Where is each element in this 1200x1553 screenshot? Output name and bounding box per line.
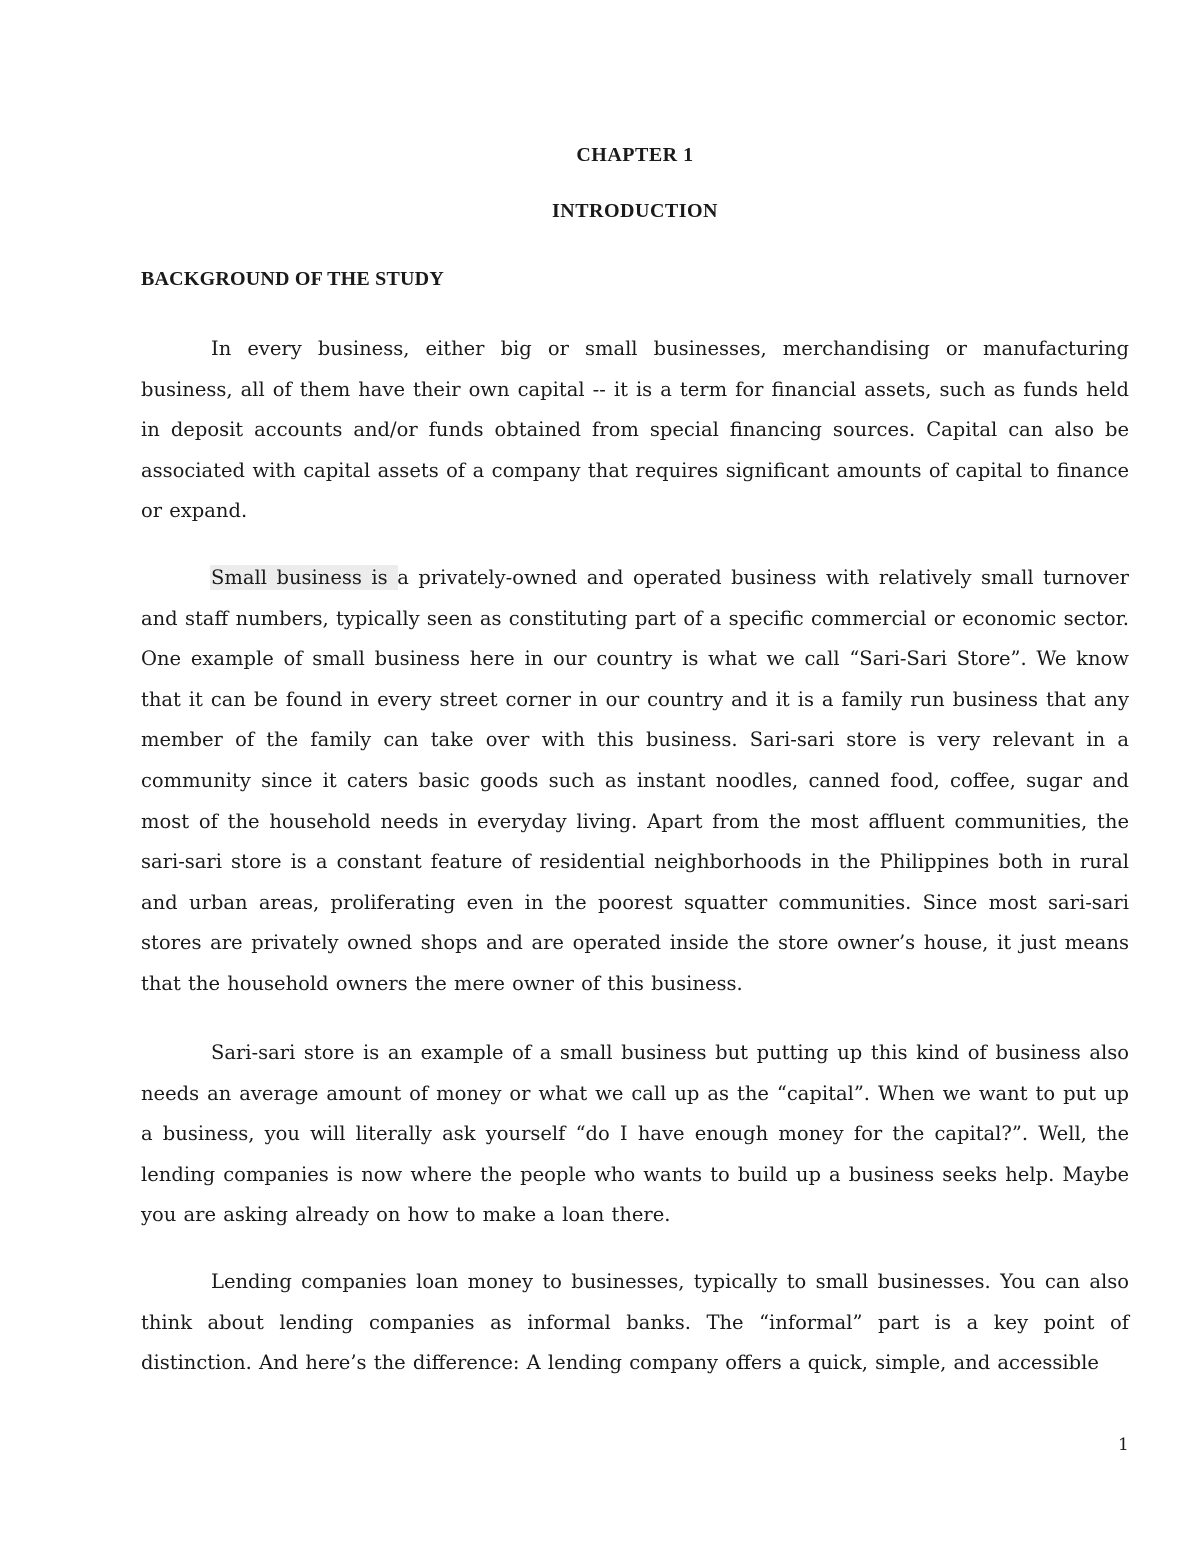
page-number: 1 bbox=[1118, 1435, 1129, 1455]
paragraph-small-business bbox=[141, 558, 1129, 1005]
section-title: BACKGROUND OF THE STUDY bbox=[141, 268, 444, 290]
paragraph-sari-sari-capital: Sari-sari store is an example of a small business but putting up this kind of business also needs an average amount of money or what we call up as the “capital”. When we want to put up a business, you will literally ask yourself “do I have enough money for the capital?”. Well, the lending companies is now where the people who wants to build up a business seeks help. Maybe you are asking already on how to make a loan there. bbox=[141, 1041, 1129, 1227]
introduction-heading: INTRODUCTION bbox=[551, 200, 719, 222]
paragraph-lending-companies: Lending companies loan money to businesses, typically to small businesses. You can also think about lending companies as informal banks. The “informal” part is a key point of distinction. And here’s the difference: A lending company offers a quick, simple, and accessible bbox=[141, 1270, 1129, 1375]
highlighted-text: Small business is bbox=[211, 566, 398, 589]
chapter-heading: CHAPTER 1 bbox=[576, 144, 694, 166]
paragraph-small-business-text: a privately-owned and operated business with relatively small turnover and staff numbers, typically seen as constituting part of a specific commercial or economic sector. One example of small business here in our country is what we call “Sari-Sari Store”. We know that it can be found in every street corner in our country and it is a family run business that any member of the family can take over with this business. Sari-sari store is very relevant in a community since it caters basic goods such as instant noodles, canned food, coffee, sugar and most of the household needs in everyday living. Apart from the most affluent communities, the sari-sari store is a constant feature of residential neighborhoods in the Philippines both in rural and urban areas, proliferating even in the poorest squatter communities. Since most sari-sari stores are privately owned shops and are operated inside the store owner’s house, it just means that the household owners the mere owner of this business. bbox=[141, 566, 1130, 995]
paragraph-capital: In every business, either big or small businesses, merchandising or manufacturing business, all of them have their own capital -- it is a term for financial assets, such as funds held in deposit accounts and/or funds obtained from special financing sources. Capital can also be associated with capital assets of a company that requires significant amounts of capital to finance or expand. bbox=[141, 337, 1129, 523]
